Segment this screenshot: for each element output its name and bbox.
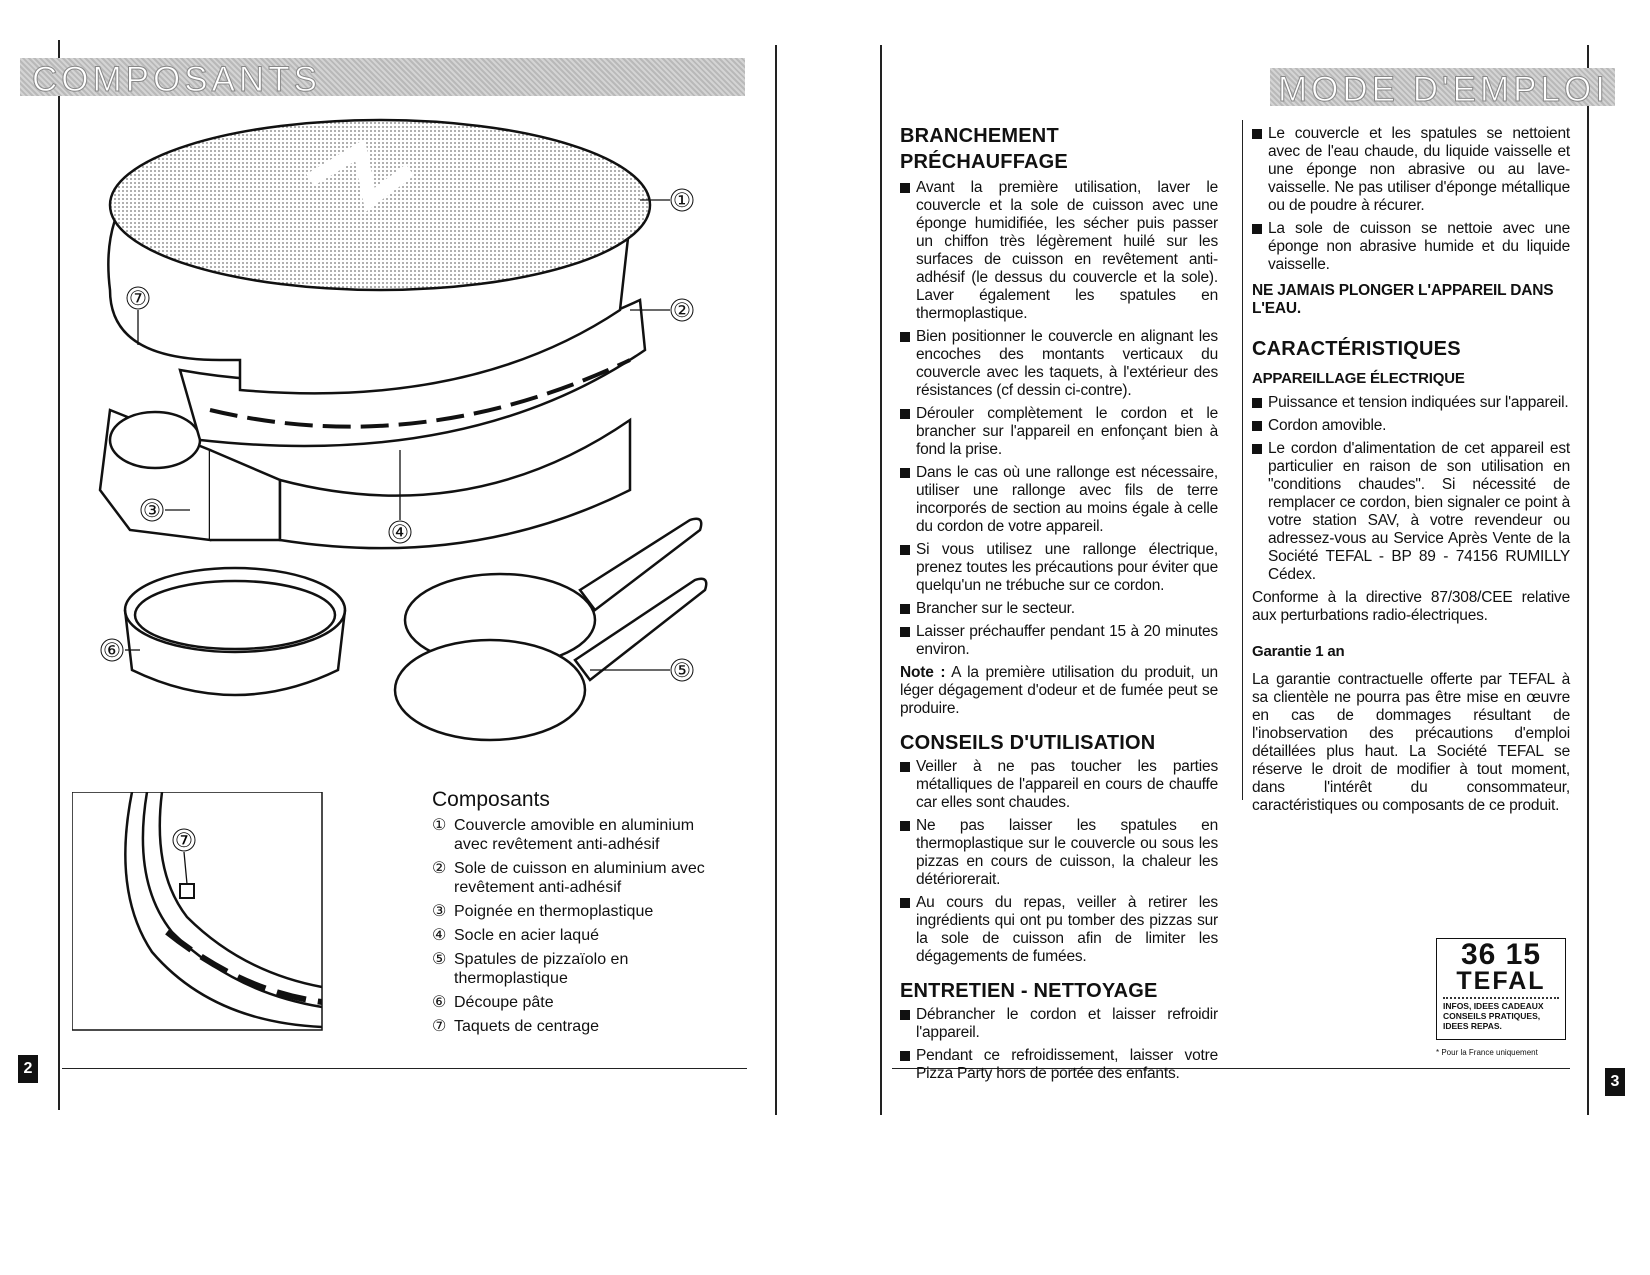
legend-item: ⑤ Spatules de pizzaïolo en thermoplastique <box>432 951 629 987</box>
detail-inset-taquet <box>72 792 324 1032</box>
svg-text:③: ③ <box>143 500 161 522</box>
heading-appareillage: APPAREILLAGE ÉLECTRIQUE <box>1252 370 1465 387</box>
garantie-text: La garantie contractuelle offerte par TEFAL à sa clientèle ne pourra pas être mise en œuvre en cas de dommages résultant de l'inobservation des précautions d'emploi détaillées plus haut. La Société TEFAL se réserve le droit de modifier à tout moment, dans l'intérêt du consommateur, caractéristiques ou composants de ce produit. <box>1252 671 1570 814</box>
list-item: Cordon amovible. <box>1252 417 1570 435</box>
col-divider-right <box>1242 120 1243 800</box>
page-number-left: 2 <box>18 1055 38 1083</box>
list-item: Ne pas laisser les spatules en thermoplastique sur le couvercle ou sous les pizzas en cours de cuisson, la chaleur les détériorerait. <box>900 817 1218 889</box>
minitel-brand: TEFAL <box>1456 967 1546 995</box>
minitel-3615-tefal-logo <box>1436 938 1566 1040</box>
minitel-line: IDEES REPAS. <box>1443 1021 1502 1031</box>
left-page-border <box>58 40 60 1110</box>
list-item: Brancher sur le secteur. <box>900 600 1218 618</box>
list-item: La sole de cuisson se nettoie avec une éponge non abrasive humide et du liquide vaisselle. <box>1252 220 1570 274</box>
list-item: Débrancher le cordon et laisser refroidir l'appareil. <box>900 1006 1218 1042</box>
list-item: Laisser préchauffer pendant 15 à 20 minutes environ. <box>900 623 1218 659</box>
list-item: Veiller à ne pas toucher les parties métalliques de l'appareil en cours de chauffe car elles sont chaudes. <box>900 758 1218 812</box>
list-item: Le couvercle et les spatules se nettoient avec de l'eau chaude, du liquide vaisselle et une éponge non abrasive ou au lave-vaisselle. Ne pas utiliser d'éponge métallique ou de poudre à récurer. <box>1252 125 1570 215</box>
instructions-column-2 <box>1252 125 1570 820</box>
list-item: Au cours du repas, veiller à retirer les ingrédients qui ont pu tomber des pizzas sur la sole de cuisson afin de limiter les dégagements de fumées. <box>900 894 1218 966</box>
list-item: Avant la première utilisation, laver le couvercle et la sole de cuisson avec une éponge humidifiée, les sécher puis passer un chiffon très légèrement huilé sur les surfaces de cuisson en revêtement anti-adhésif (le dessus du couvercle et la sole). Laver également les spatules en thermoplastique. <box>900 179 1218 323</box>
heading-entretien: ENTRETIEN - NETTOYAGE <box>900 980 1158 1002</box>
list-item: Dans le cas où une rallonge est nécessaire, utiliser une rallonge avec fils de terre incorporés de section au moins égale à celle du cordon de votre appareil. <box>900 464 1218 536</box>
list-item: Puissance et tension indiquées sur l'appareil. <box>1252 394 1570 412</box>
list-item: Si vous utilisez une rallonge électrique, prenez toutes les précautions pour éviter que quelqu'un ne trébuche sur ce cordon. <box>900 541 1218 595</box>
heading-branchement: BRANCHEMENT <box>900 125 1059 147</box>
svg-text:⑦: ⑦ <box>129 288 147 310</box>
legend-item: ② Sole de cuisson en aluminium avec revêtement anti-adhésif <box>432 860 705 896</box>
svg-text:⑦: ⑦ <box>175 830 193 852</box>
list-item: Le cordon d'alimentation de cet appareil est particulier en raison de son utilisation en "conditions chaudes". Si nécessité de remplacer ce cordon, bien signaler ce point à votre station SAV, à votre revendeur ou adressez-vous au Service Après Vente de la Société TEFAL - BP 89 - 74156 RUMILLY Cédex. <box>1252 440 1570 584</box>
heading-garantie: Garantie 1 an <box>1252 643 1345 660</box>
minitel-line: INFOS, IDEES CADEAUX <box>1443 1001 1544 1011</box>
composants-legend <box>432 790 732 1041</box>
note-paragraph: Note : A la première utilisation du produit, un léger dégagement d'odeur et de fumée peut se produire. <box>900 664 1218 717</box>
legend-item: ⑥ Découpe pâte <box>432 994 554 1011</box>
svg-text:⑤: ⑤ <box>673 660 691 682</box>
list-item: Pendant ce refroidissement, laisser votre Pizza Party hors de portée des enfants. <box>900 1047 1218 1083</box>
banner-mode-emploi-text: MODE D'EMPLOI <box>1278 70 1609 109</box>
pizza-party-illustration <box>70 110 750 790</box>
banner-composants <box>20 58 745 99</box>
legend-item: ④ Socle en acier laqué <box>432 927 599 944</box>
right-page-gutter <box>880 45 882 1115</box>
minitel-footnote: * Pour la France uniquement <box>1436 1048 1538 1057</box>
svg-text:①: ① <box>673 190 691 212</box>
svg-text:⑥: ⑥ <box>103 640 121 662</box>
legend-item: ① Couvercle amovible en aluminium avec revêtement anti-adhésif <box>432 817 695 853</box>
legend-item: ③ Poignée en thermoplastique <box>432 903 654 920</box>
conformity-text: Conforme à la directive 87/308/CEE relative aux perturbations radio-électriques. <box>1252 589 1570 624</box>
list-item: Dérouler complètement le cordon et le brancher sur l'appareil en enfonçant bien à fond la prise. <box>900 405 1218 459</box>
left-page-gutter <box>775 45 777 1115</box>
svg-text:④: ④ <box>391 522 409 544</box>
right-page-border <box>1587 45 1589 1115</box>
minitel-number: 36 15 <box>1460 938 1542 971</box>
svg-text:②: ② <box>673 300 691 322</box>
left-footer-rule <box>62 1068 747 1069</box>
instructions-column-1 <box>900 125 1218 1088</box>
legend-item: ⑦ Taquets de centrage <box>432 1018 599 1035</box>
page-number-right: 3 <box>1605 1068 1625 1096</box>
heading-caracteristiques: CARACTÉRISTIQUES <box>1252 338 1461 360</box>
list-item: Bien positionner le couvercle en alignant les encoches des montants verticaux du couvercle avec les taquets, à l'extérieur des résistances (cf dessin ci-contre). <box>900 328 1218 400</box>
banner-mode-emploi <box>1270 68 1615 109</box>
heading-prechauffage: PRÉCHAUFFAGE <box>900 151 1068 173</box>
banner-composants-text: COMPOSANTS <box>32 60 321 99</box>
legend-title: Composants <box>432 788 550 811</box>
heading-conseils: CONSEILS D'UTILISATION <box>900 732 1156 754</box>
spatules-drawing <box>395 519 706 740</box>
minitel-line: CONSEILS PRATIQUES, <box>1443 1011 1541 1021</box>
decoupe-pate-drawing <box>125 568 345 695</box>
warning-text: NE JAMAIS PLONGER L'APPAREIL DANS L'EAU. <box>1252 282 1554 317</box>
